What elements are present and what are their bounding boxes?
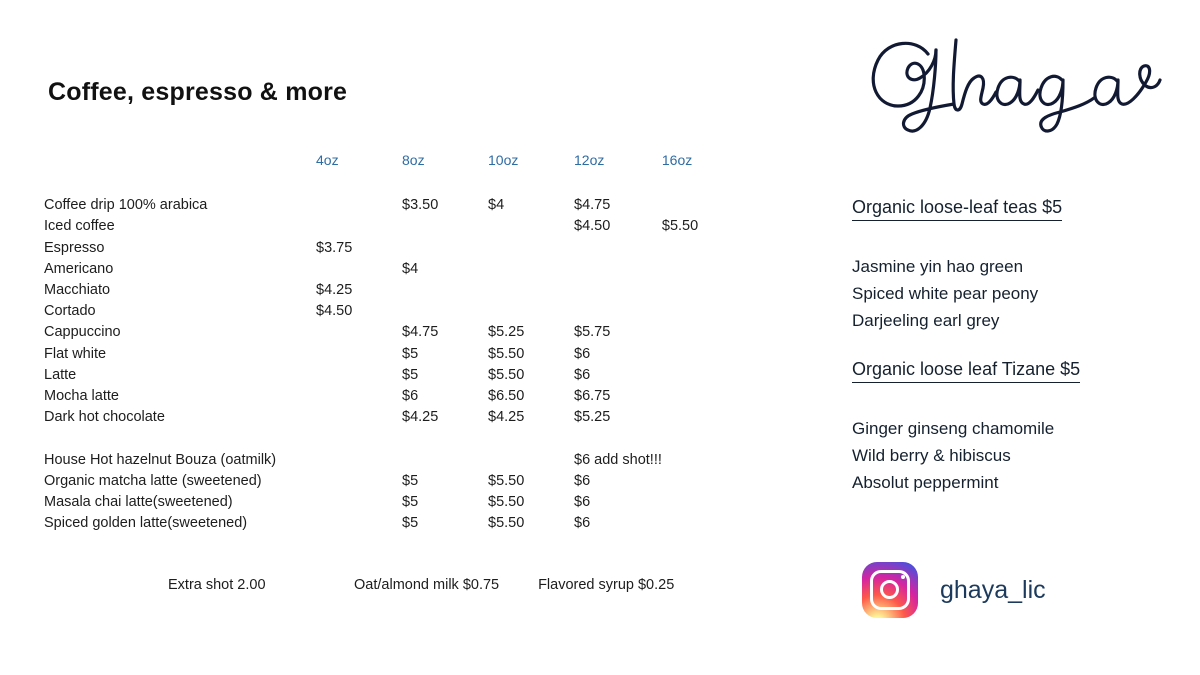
price-4oz: $4.50 [316, 303, 353, 320]
price-16oz [662, 195, 748, 216]
table-section-spacer [44, 428, 748, 449]
price-10oz: $4 [488, 197, 505, 214]
list-item: Jasmine yin hao green [852, 257, 1024, 276]
item-name: Cappuccino [44, 324, 121, 341]
table-row [44, 407, 748, 428]
column-header-item [44, 150, 316, 195]
item-name: Spiced golden latte(sweetened) [44, 515, 248, 532]
price-10oz: $5.50 [488, 472, 525, 489]
price-12oz: $6 [574, 345, 591, 362]
price-8oz: $5 [402, 472, 419, 489]
price-12oz: $4.75 [574, 197, 611, 214]
list-item: Darjeeling earl grey [852, 311, 1000, 330]
price-16oz [662, 513, 748, 534]
price-10oz: $4.25 [488, 409, 525, 426]
table-row [44, 301, 748, 322]
price-10oz: $5.50 [488, 515, 525, 532]
price-4oz [316, 386, 402, 407]
item-name: Americano [44, 260, 114, 277]
table-head [44, 150, 748, 195]
price-4oz [316, 471, 402, 492]
instagram-handle[interactable]: ghaya_lic [940, 575, 1046, 604]
price-16oz [662, 280, 748, 301]
price-16oz [662, 238, 748, 259]
price-10oz [488, 450, 574, 471]
drinks-table-wrapper [44, 150, 784, 534]
price-4oz: $3.75 [316, 239, 353, 256]
price-16oz [662, 386, 748, 407]
item-name: Macchiato [44, 282, 111, 299]
price-8oz [402, 280, 488, 301]
price-8oz: $4.75 [402, 324, 439, 341]
table-row [44, 386, 748, 407]
column-header-12oz: 12oz [574, 152, 605, 168]
price-4oz [316, 216, 402, 237]
price-8oz [402, 450, 488, 471]
instagram-glyph [870, 570, 910, 610]
price-8oz [402, 301, 488, 322]
price-12oz [574, 280, 662, 301]
price-12oz: $6 [574, 472, 591, 489]
price-16oz [662, 344, 748, 365]
price-4oz [316, 492, 402, 513]
price-8oz [402, 238, 488, 259]
price-8oz: $5 [402, 345, 419, 362]
price-12oz [574, 238, 662, 259]
item-name: Flat white [44, 345, 107, 362]
item-name: Dark hot chocolate [44, 409, 165, 426]
price-4oz: $4.25 [316, 282, 353, 299]
item-name: House Hot hazelnut Bouza (oatmilk) [44, 451, 277, 468]
price-4oz [316, 407, 402, 428]
table-row [44, 280, 748, 301]
price-8oz: $6 [402, 388, 419, 405]
price-4oz [316, 513, 402, 534]
price-16oz [662, 471, 748, 492]
column-header-8oz: 8oz [402, 152, 425, 168]
tea-section-heading: Organic loose-leaf teas $5 [852, 196, 1062, 221]
price-16oz [662, 301, 748, 322]
price-10oz [488, 280, 574, 301]
list-item: Absolut peppermint [852, 473, 999, 492]
list-item: Spiced white pear peony [852, 284, 1039, 303]
price-10oz: $5.50 [488, 366, 525, 383]
price-12oz [574, 301, 662, 322]
addons-row [168, 577, 788, 593]
item-name: Espresso [44, 239, 105, 256]
price-8oz: $5 [402, 494, 419, 511]
table-row [44, 513, 748, 534]
table-row [44, 216, 748, 237]
item-name: Coffee drip 100% arabica [44, 197, 208, 214]
column-header-16oz: 16oz [661, 152, 693, 168]
table-row [44, 195, 748, 216]
price-12oz: $4.50 [574, 218, 611, 235]
instagram-link[interactable] [862, 562, 1046, 618]
item-name: Iced coffee [44, 218, 115, 235]
table-row [44, 259, 748, 280]
tea-section-loose-leaf [852, 196, 1062, 334]
price-12oz [574, 259, 662, 280]
table-row [44, 238, 748, 259]
price-4oz [316, 450, 402, 471]
addon-alt-milk: Oat/almond milk $0.75 [354, 577, 500, 593]
price-16oz [662, 322, 748, 343]
price-12oz: $6 [574, 494, 591, 511]
price-12oz: $6 [574, 366, 591, 383]
price-10oz: $6.50 [488, 388, 525, 405]
price-4oz [316, 259, 402, 280]
price-8oz: $5 [402, 515, 419, 532]
table-row [44, 344, 748, 365]
tea-list [852, 253, 1062, 334]
addon-extra-shot: Extra shot 2.00 [168, 577, 266, 593]
price-10oz: $5.50 [488, 345, 525, 362]
item-name: Latte [44, 366, 77, 383]
price-12oz: $6 add shot!!! [574, 451, 662, 468]
price-10oz [488, 216, 574, 237]
price-8oz: $4 [402, 260, 419, 277]
price-4oz [316, 195, 402, 216]
table-header-row [44, 150, 748, 195]
price-10oz [488, 259, 574, 280]
price-12oz: $6 [574, 515, 591, 532]
table-row [44, 492, 748, 513]
addon-flavored-syrup: Flavored syrup $0.25 [538, 577, 675, 593]
table-row [44, 322, 748, 343]
price-10oz [488, 238, 574, 259]
price-16oz [662, 450, 748, 471]
list-item: Wild berry & hibiscus [852, 446, 1011, 465]
column-header-10oz: 10oz [488, 152, 519, 168]
instagram-icon[interactable] [862, 562, 918, 618]
price-12oz: $5.25 [574, 409, 611, 426]
price-16oz: $5.50 [661, 218, 699, 235]
item-name: Organic matcha latte (sweetened) [44, 472, 262, 489]
item-name: Mocha latte [44, 388, 119, 405]
item-name: Masala chai latte(sweetened) [44, 494, 233, 511]
price-12oz: $6.75 [574, 388, 611, 405]
price-8oz [402, 216, 488, 237]
price-8oz: $3.50 [402, 197, 439, 214]
table-body [44, 195, 748, 534]
price-4oz [316, 344, 402, 365]
price-16oz [662, 365, 748, 386]
brand-wordmark-logo [850, 20, 1170, 140]
table-row [44, 471, 748, 492]
price-4oz [316, 322, 402, 343]
tea-section-heading: Organic loose leaf Tizane $5 [852, 358, 1080, 383]
price-16oz [662, 259, 748, 280]
price-16oz [662, 407, 748, 428]
table-row [44, 450, 748, 471]
page-title: Coffee, espresso & more [48, 78, 348, 106]
price-10oz [488, 301, 574, 322]
price-16oz [662, 492, 748, 513]
price-8oz: $5 [402, 366, 419, 383]
price-10oz: $5.50 [488, 494, 525, 511]
price-10oz: $5.25 [488, 324, 525, 341]
table-row [44, 365, 748, 386]
list-item: Ginger ginseng chamomile [852, 419, 1055, 438]
tea-section-tisane [852, 358, 1080, 496]
item-name: Cortado [44, 303, 96, 320]
price-12oz: $5.75 [574, 324, 611, 341]
tea-list [852, 415, 1080, 496]
column-header-4oz: 4oz [316, 152, 339, 168]
drinks-table [44, 150, 748, 534]
price-8oz: $4.25 [402, 409, 439, 426]
price-4oz [316, 365, 402, 386]
